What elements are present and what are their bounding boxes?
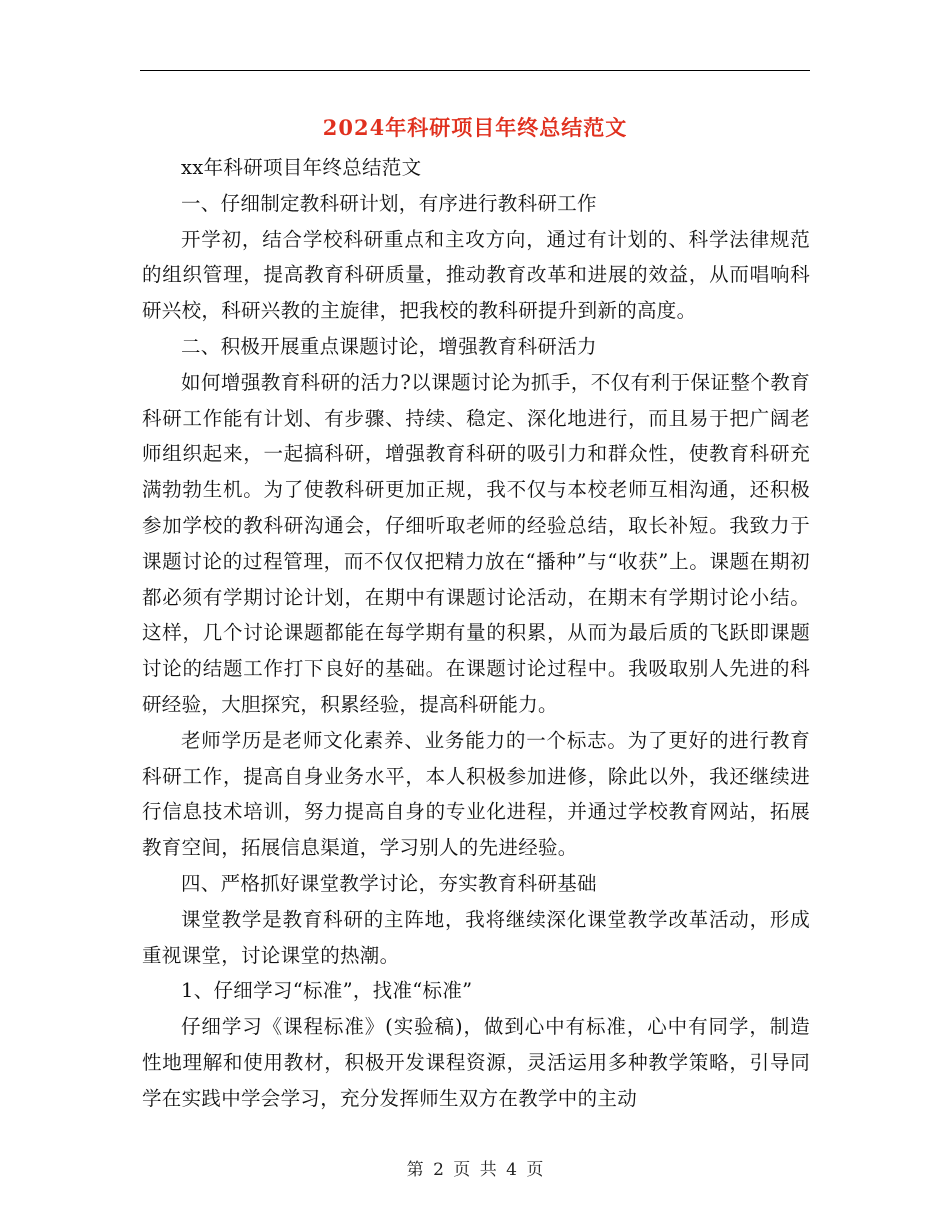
document-body xyxy=(142,150,810,1117)
header-rule xyxy=(140,70,810,71)
subsection-heading: 1、仔细学习“标准”，找准“标准” xyxy=(181,979,473,1003)
section-heading: 一、仔细制定教科研计划，有序进行教科研工作 xyxy=(181,191,597,215)
section-heading: 四、严格抓好课堂教学讨论，夯实教育科研基础 xyxy=(181,871,597,895)
paragraph: xx年科研项目年终总结范文 xyxy=(181,156,422,179)
paragraph: 仔细学习《课程标准》(实验稿)，做到心中有标准，心中有同学，制造性地理解和使用教材，积极开发课程资源，灵活运用多种教学策略，引导同学在实践中学会学习，充分发挥师生双方在教学中的主动 xyxy=(142,1015,810,1110)
page-number-footer: 第 2 页 共 4 页 xyxy=(406,1160,544,1180)
paragraph: 课堂教学是教育科研的主阵地，我将继续深化课堂教学改革活动，形成重视课堂，讨论课堂的热潮。 xyxy=(142,907,810,967)
paragraph: 如何增强教育科研的活力?以课题讨论为抓手，不仅有利于保证整个教育科研工作能有计划、有步骤、持续、稳定、深化地进行，而且易于把广阔老师组织起来，一起搞科研，增强教育科研的吸引力和群众性，使教育科研充满勃勃生机。为了使教科研更加正规，我不仅与本校老师互相沟通，还积极参加学校的教科研沟通会，仔细听取老师的经验总结，取长补短。我致力于课题讨论的过程管理，而不仅仅把精力放在“播种”与“收获”上。课题在期初都必须有学期讨论计划，在期中有课题讨论活动，在期末有学期讨论小结。这样，几个讨论课题都能在每学期有量的积累，从而为最后质的飞跃即课题讨论的结题工作打下良好的基础。在课题讨论过程中。我吸取别人先进的科研经验，大胆探究，积累经验，提高科研能力。 xyxy=(142,370,810,716)
paragraph: 开学初，结合学校科研重点和主攻方向，通过有计划的、科学法律规范的组织管理，提高教育科研质量，推动教育改革和进展的效益，从而唱响科研兴校，科研兴教的主旋律，把我校的教科研提升到新的高度。 xyxy=(142,227,810,323)
section-heading: 二、积极开展重点课题讨论，增强教育科研活力 xyxy=(181,334,597,358)
paragraph: 老师学历是老师文化素养、业务能力的一个标志。为了更好的进行教育科研工作，提高自身业务水平，本人积极参加进修，除此以外，我还继续进行信息技术培训，努力提高自身的专业化进程，并通过学校教育网站，拓展教育空间，拓展信息渠道，学习别人的先进经验。 xyxy=(142,728,810,860)
document-title: 2024年科研项目年终总结范文 xyxy=(322,115,628,140)
